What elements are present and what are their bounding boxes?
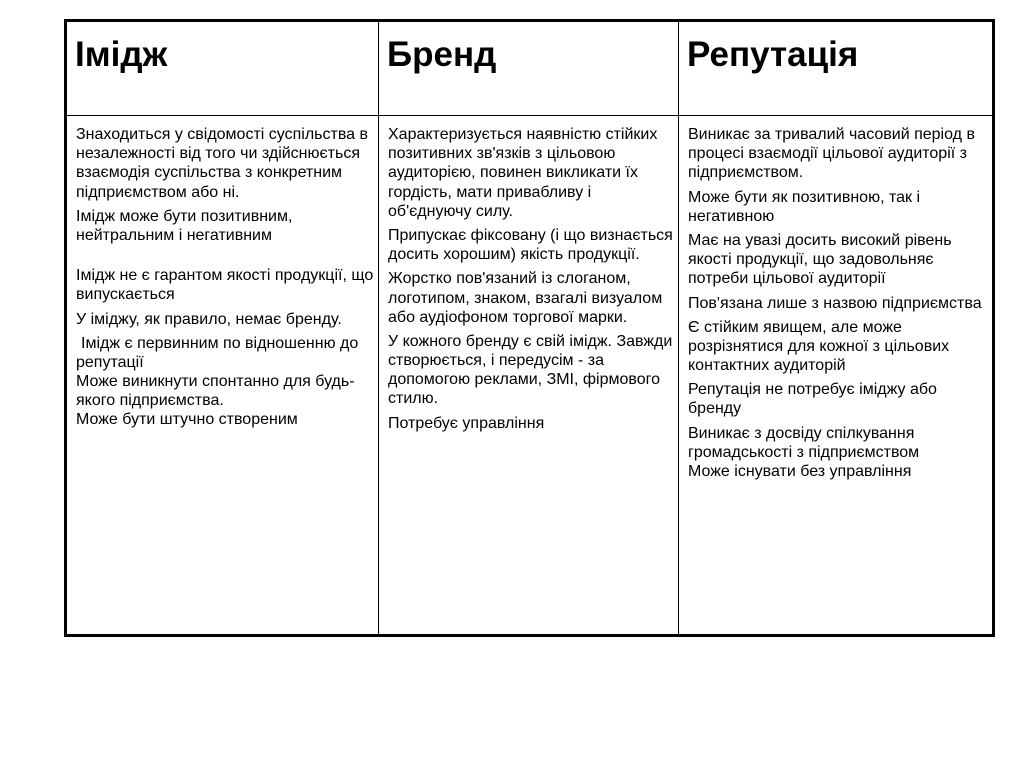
image-point: Імідж є первинним по відношенню до репутації: [76, 334, 359, 371]
cell-reputation: [678, 116, 992, 634]
image-point: Може виникнути спонтанно для будь-якого підприємства.: [76, 373, 355, 410]
cell-image: [67, 116, 378, 634]
reputation-point: Має на увазі досить високий рівень якості продукції, що задовольняє потреби цільової аудиторії: [688, 231, 952, 288]
brand-point: Припускає фіксовану (і що визнається досить хорошим) якість продукції.: [388, 226, 673, 264]
reputation-point: Пов'язана лише з назвою підприємства: [688, 294, 982, 312]
brand-point: У кожного бренду є свій імідж. Завжди створюється, і передусім - за допомогою реклами, ЗМІ, фірмового стилю.: [388, 332, 673, 408]
reputation-point: Репутація не потребує іміджу або бренду: [688, 381, 937, 418]
reputation-point: Може існувати без управління: [688, 463, 912, 480]
brand-point: Жорстко пов'язаний із слоганом, логотипом, знаком, взагалі визуалом або аудіофоном торгової марки.: [388, 270, 663, 326]
image-point: Може бути штучно створеним: [76, 411, 298, 429]
reputation-point: Виникає з досвіду спілкування громадськості з підприємством: [688, 424, 920, 461]
reputation-point: Може бути як позитивною, так і негативною: [688, 188, 920, 225]
brand-point: Потребує управління: [388, 414, 545, 432]
header-image: Імідж: [67, 22, 378, 116]
image-point: Імідж може бути позитивним, нейтральним і негативним: [76, 207, 293, 244]
image-point: Знаходиться у свідомості суспільства в незалежності від того чи здійснюється взаємодія суспільства з конкретним підприємством або ні.: [76, 126, 368, 201]
comparison-table: [64, 19, 995, 637]
header-reputation: Репутація: [678, 22, 992, 116]
header-brand: Бренд: [378, 22, 678, 116]
image-point: У іміджу, як правило, немає бренду.: [76, 310, 342, 328]
brand-point: Характеризується наявністю стійких позитивних зв'язків з цільовою аудиторією, повинен викликати їх гордість, мати привабливу і об'єднуючу силу.: [388, 126, 658, 220]
reputation-point: Є стійким явищем, але може розрізнятися для кожної з цільових контактних аудиторій: [688, 318, 950, 375]
cell-brand: [378, 116, 678, 634]
image-point: Імідж не є гарантом якості продукції, що випускається: [76, 267, 374, 304]
reputation-point: Виникає за тривалий часовий період в процесі взаємодії цільової аудиторії з підприємством.: [688, 126, 975, 182]
